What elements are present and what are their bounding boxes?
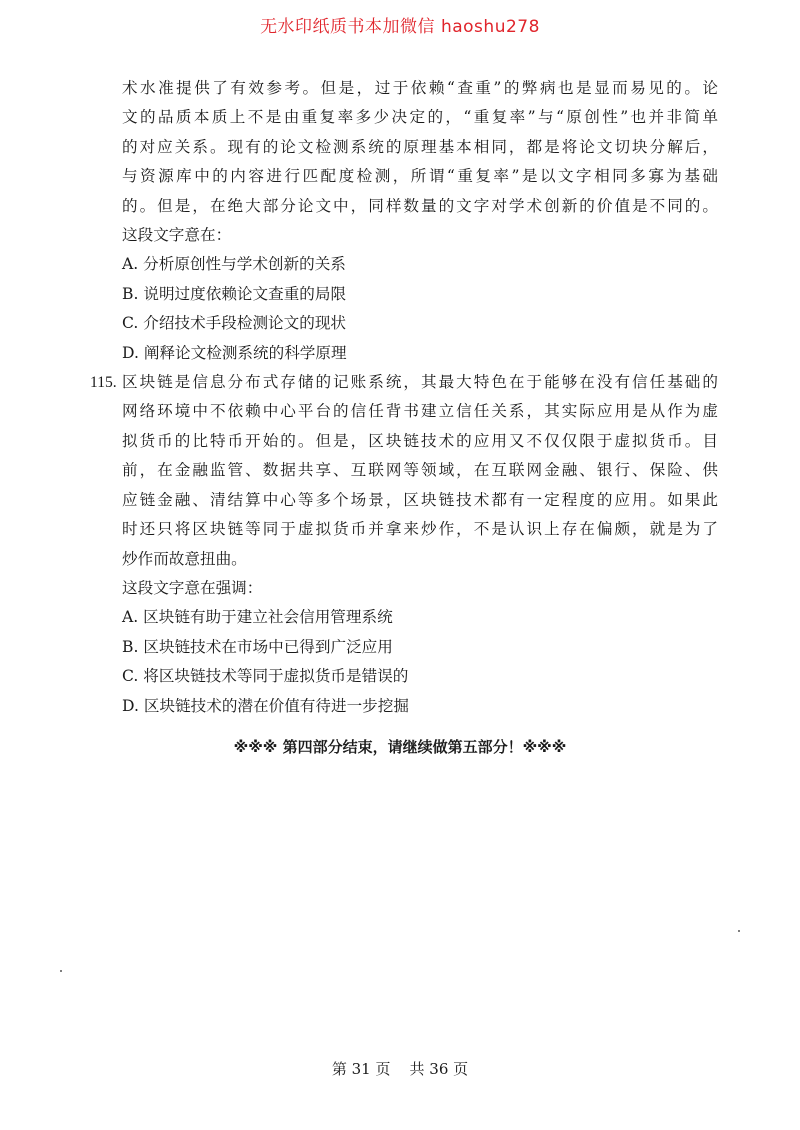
q115-option-b: B. 区块链技术在市场中已得到广泛应用 [122,637,393,656]
q114-passage-line: 的对应关系。现有的论文检测系统的原理基本相同，都是将论文切块分解后， [122,137,718,156]
q114-question: 这段文字意在： [122,226,232,245]
q115-option-d: D. 区块链技术的潜在价值有待进一步挖掘 [122,696,409,715]
q115-option-c: C. 将区块链技术等同于虚拟货币是错误的 [122,667,409,686]
q114-passage-line: 的。但是，在绝大部分论文中，同样数量的文字对学术创新的价值是不同的。 [122,196,718,215]
q115-option-a: A. 区块链有助于建立社会信用管理系统 [122,608,393,627]
q115-passage [122,368,718,574]
page-content [90,74,718,721]
q114-passage-line: 术水准提供了有效参考。但是，过于依赖“查重”的弊病也是显而易见的。论 [122,79,718,97]
q114-option-a: A. 分析原创性与学术创新的关系 [122,255,346,274]
q114-passage [122,74,718,221]
scan-speck [60,970,62,972]
q115-passage-line: 炒作而故意扭曲。 [122,549,247,568]
page-number-footer: 第 31 页 共 36 页 [331,1060,469,1078]
section-end-note: ※※※ 第四部分结束，请继续做第五部分！※※※ [233,738,567,756]
q115-block [90,368,718,721]
q114-passage-line: 文的品质本质上不是由重复率多少决定的，“重复率”与“原创性”也并非简单 [122,108,718,127]
scan-speck [738,930,740,932]
q115-passage-line: 拟货币的比特币开始的。但是，区块链技术的应用又不仅仅限于虚拟货币。目 [122,431,718,450]
q114-option-c: C. 介绍技术手段检测论文的现状 [122,314,347,333]
q115-number: 115. [90,374,117,392]
q114-option-b: B. 说明过度依赖论文查重的局限 [122,284,347,303]
q115-passage-line: 时还只将区块链等同于虚拟货币并拿来炒作，不是认识上存在偏颇，就是为了 [122,520,718,539]
q115-passage-line: 网络环境中不依赖中心平台的信任背书建立信任关系，其实际应用是从作为虚 [122,402,718,421]
q115-passage-line: 应链金融、清结算中心等多个场景，区块链技术都有一定程度的应用。如果此 [122,490,718,509]
q115-passage-line: 前，在金融监管、数据共享、互联网等领域，在互联网金融、银行、保险、供 [122,461,718,480]
q115-question: 这段文字意在强调： [122,578,263,597]
q115-passage-line: 区块链是信息分布式存储的记账系统，其最大特色在于能够在没有信任基础的 [122,373,718,392]
watermark-banner: 无水印纸质书本加微信 haoshu278 [260,17,540,37]
q114-passage-line: 与资源库中的内容进行匹配度检测，所谓“重复率”是以文字相同多寡为基础 [122,167,718,186]
q114-option-d: D. 阐释论文检测系统的科学原理 [122,343,347,362]
